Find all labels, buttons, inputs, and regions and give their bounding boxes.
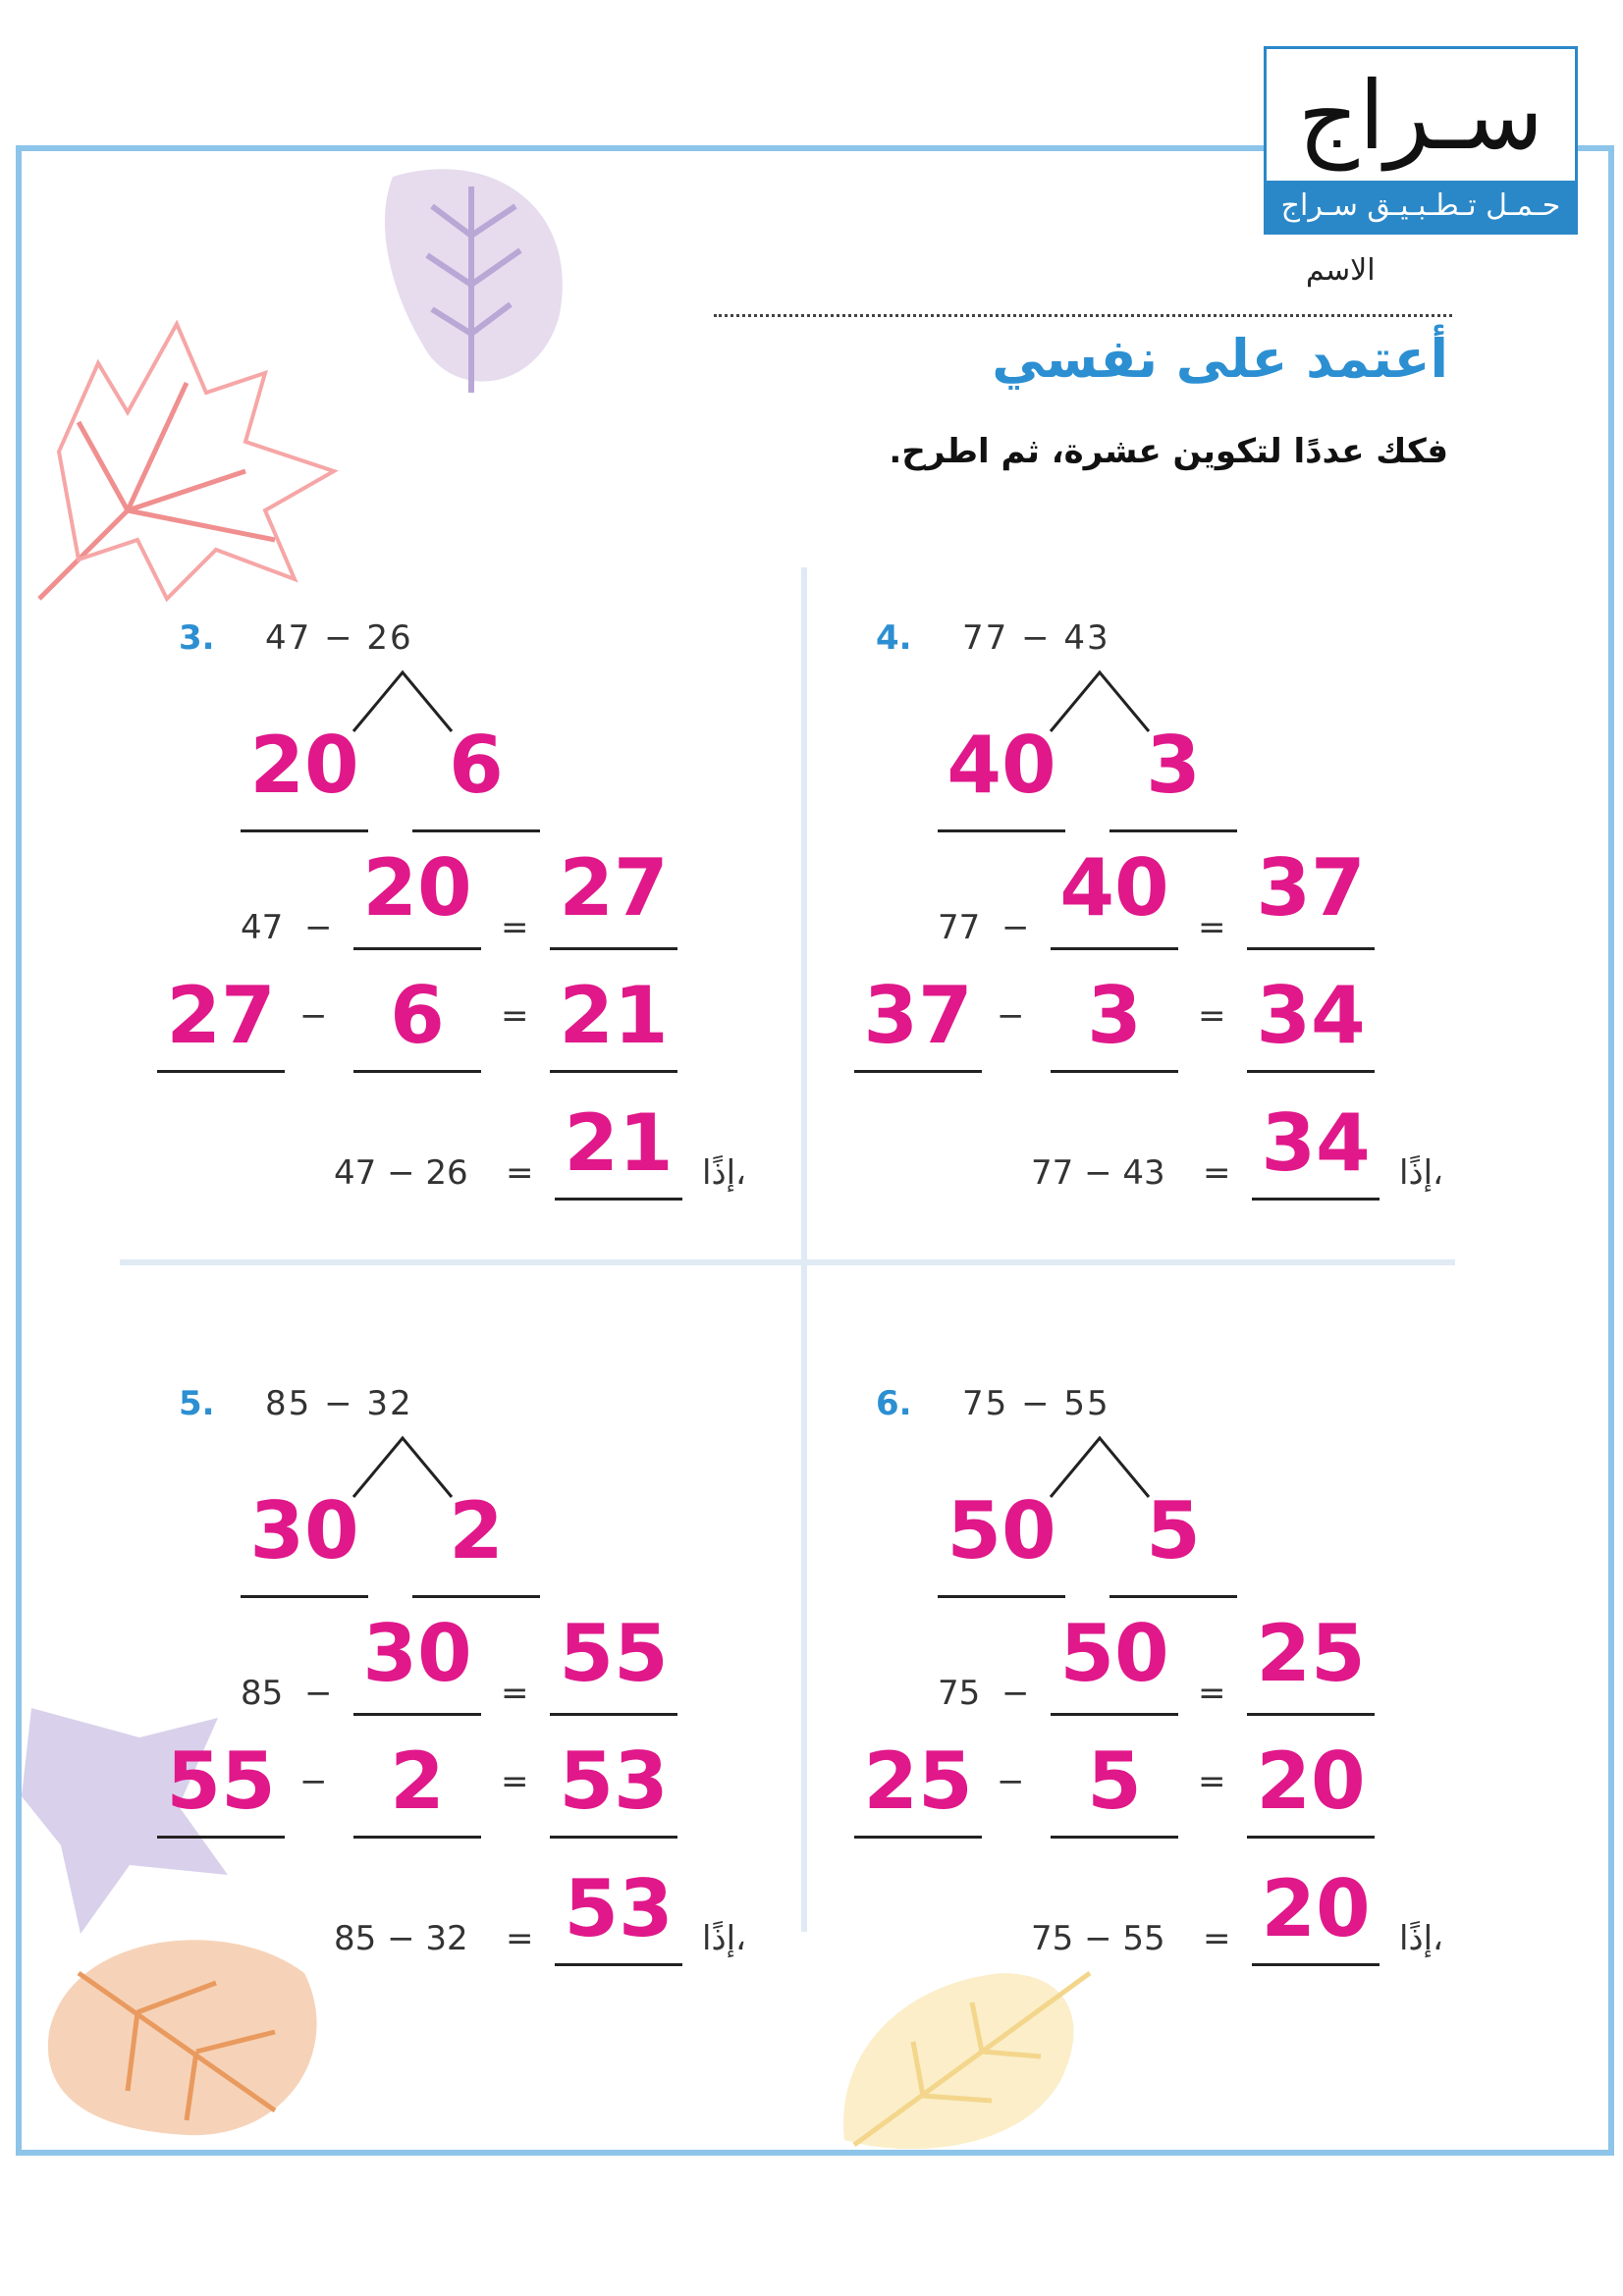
step2-part2-line (353, 1836, 481, 1839)
step2-result-answer[interactable]: 20 (1256, 1735, 1366, 1827)
part1-line (938, 1595, 1065, 1598)
step2-result-answer[interactable]: 21 (559, 970, 669, 1061)
part2-answer[interactable]: 3 (1146, 720, 1201, 811)
so-word: إذًا، (1399, 1153, 1444, 1193)
name-label: الاسم (1306, 253, 1376, 288)
step2-start-line (157, 1836, 285, 1839)
step1-result-answer[interactable]: 37 (1256, 842, 1366, 934)
step2-part2-answer[interactable]: 3 (1087, 970, 1142, 1061)
step2-start-answer[interactable]: 55 (166, 1735, 276, 1827)
step1-minus: − (1001, 1674, 1030, 1713)
step1-part1-answer[interactable]: 30 (362, 1608, 472, 1699)
step1-equals: = (501, 908, 529, 947)
step1-part1-answer[interactable]: 50 (1059, 1608, 1169, 1699)
step2-start-line (854, 1836, 982, 1839)
step2-part2-line (1051, 1836, 1178, 1839)
logo-tagline: حـمـل تـطـبـيـق سـراج (1267, 181, 1575, 232)
part2-answer[interactable]: 2 (449, 1485, 504, 1576)
part2-line (412, 1595, 540, 1598)
step2-result-line (1247, 1836, 1375, 1839)
step1-part1-line (1051, 947, 1178, 950)
step2-minus: − (299, 1762, 328, 1801)
step2-part2-answer[interactable]: 5 (1087, 1735, 1142, 1827)
step1-equals: = (1198, 908, 1226, 947)
final-equals: = (506, 1919, 534, 1958)
part2-line (1109, 1595, 1237, 1598)
step2-start-answer[interactable]: 37 (863, 970, 973, 1061)
so-word: إذًا، (702, 1153, 747, 1193)
problem-expression: 47 − 26 (265, 618, 413, 658)
step1-minuend: 85 (241, 1674, 284, 1713)
step1-minuend: 47 (241, 908, 284, 947)
final-expression: 47 − 26 (334, 1153, 468, 1193)
step1-part1-line (353, 947, 481, 950)
step2-result-line (550, 1070, 677, 1073)
step2-part2-answer[interactable]: 6 (390, 970, 445, 1061)
step2-result-answer[interactable]: 34 (1256, 970, 1366, 1061)
part1-answer[interactable]: 30 (249, 1485, 359, 1576)
step2-start-line (157, 1070, 285, 1073)
part2-answer[interactable]: 6 (449, 720, 504, 811)
step2-equals: = (1198, 1762, 1226, 1801)
final-equals: = (506, 1153, 534, 1193)
step1-result-answer[interactable]: 55 (559, 1608, 669, 1699)
final-equals: = (1203, 1153, 1231, 1193)
step1-equals: = (501, 1674, 529, 1713)
problem-expression: 75 − 55 (962, 1384, 1110, 1423)
step1-minus: − (304, 908, 333, 947)
step1-part1-answer[interactable]: 20 (362, 842, 472, 934)
step2-minus: − (299, 996, 328, 1036)
step1-part1-line (353, 1713, 481, 1716)
part1-answer[interactable]: 40 (947, 720, 1056, 811)
horizontal-divider (120, 1259, 1455, 1265)
final-answer[interactable]: 34 (1261, 1097, 1371, 1189)
final-answer[interactable]: 20 (1261, 1863, 1371, 1954)
instruction: فكك عددًا لتكوين عشرة، ثم اطرح. (889, 432, 1448, 471)
step1-result-line (1247, 947, 1375, 950)
step2-equals: = (1198, 996, 1226, 1036)
logo (1264, 46, 1578, 235)
step1-result-line (550, 1713, 677, 1716)
problem-number: 5. (179, 1384, 215, 1423)
step1-result-line (1247, 1713, 1375, 1716)
step1-minuend: 77 (938, 908, 981, 947)
step2-minus: − (997, 996, 1025, 1036)
final-answer[interactable]: 53 (564, 1863, 674, 1954)
problem-expression: 85 − 32 (265, 1384, 413, 1423)
step1-part1-answer[interactable]: 40 (1059, 842, 1169, 934)
step1-minuend: 75 (938, 1674, 981, 1713)
name-field-line[interactable] (714, 314, 1452, 317)
step1-equals: = (1198, 1674, 1226, 1713)
problem-number: 6. (876, 1384, 912, 1423)
page-title: أعتمد على نفسي (992, 328, 1448, 390)
step1-result-answer[interactable]: 25 (1256, 1608, 1366, 1699)
step2-start-answer[interactable]: 25 (863, 1735, 973, 1827)
step2-part2-line (353, 1070, 481, 1073)
part1-answer[interactable]: 20 (249, 720, 359, 811)
part2-line (1109, 829, 1237, 832)
step2-result-answer[interactable]: 53 (559, 1735, 669, 1827)
final-line (555, 1198, 682, 1201)
part1-answer[interactable]: 50 (947, 1485, 1056, 1576)
so-word: إذًا، (702, 1919, 747, 1958)
step1-result-answer[interactable]: 27 (559, 842, 669, 934)
part1-line (241, 1595, 368, 1598)
step2-part2-line (1051, 1070, 1178, 1073)
final-line (1252, 1198, 1380, 1201)
part2-answer[interactable]: 5 (1146, 1485, 1201, 1576)
problem-expression: 77 − 43 (962, 618, 1110, 658)
step2-minus: − (997, 1762, 1025, 1801)
step1-minus: − (304, 1674, 333, 1713)
final-line (555, 1963, 682, 1966)
step1-minus: − (1001, 908, 1030, 947)
part2-line (412, 829, 540, 832)
problem-number: 4. (876, 618, 912, 658)
step2-start-answer[interactable]: 27 (166, 970, 276, 1061)
final-expression: 75 − 55 (1031, 1919, 1165, 1958)
final-answer[interactable]: 21 (564, 1097, 674, 1189)
part1-line (938, 829, 1065, 832)
step2-result-line (550, 1836, 677, 1839)
step2-equals: = (501, 996, 529, 1036)
step2-equals: = (501, 1762, 529, 1801)
step2-result-line (1247, 1070, 1375, 1073)
final-equals: = (1203, 1919, 1231, 1958)
final-line (1252, 1963, 1380, 1966)
final-expression: 77 − 43 (1031, 1153, 1165, 1193)
part1-line (241, 829, 368, 832)
step2-start-line (854, 1070, 982, 1073)
vertical-divider (801, 567, 807, 1932)
logo-brand: سـراج (1297, 61, 1544, 171)
step1-result-line (550, 947, 677, 950)
step1-part1-line (1051, 1713, 1178, 1716)
step2-part2-answer[interactable]: 2 (390, 1735, 445, 1827)
problem-number: 3. (179, 618, 215, 658)
final-expression: 85 − 32 (334, 1919, 468, 1958)
so-word: إذًا، (1399, 1919, 1444, 1958)
